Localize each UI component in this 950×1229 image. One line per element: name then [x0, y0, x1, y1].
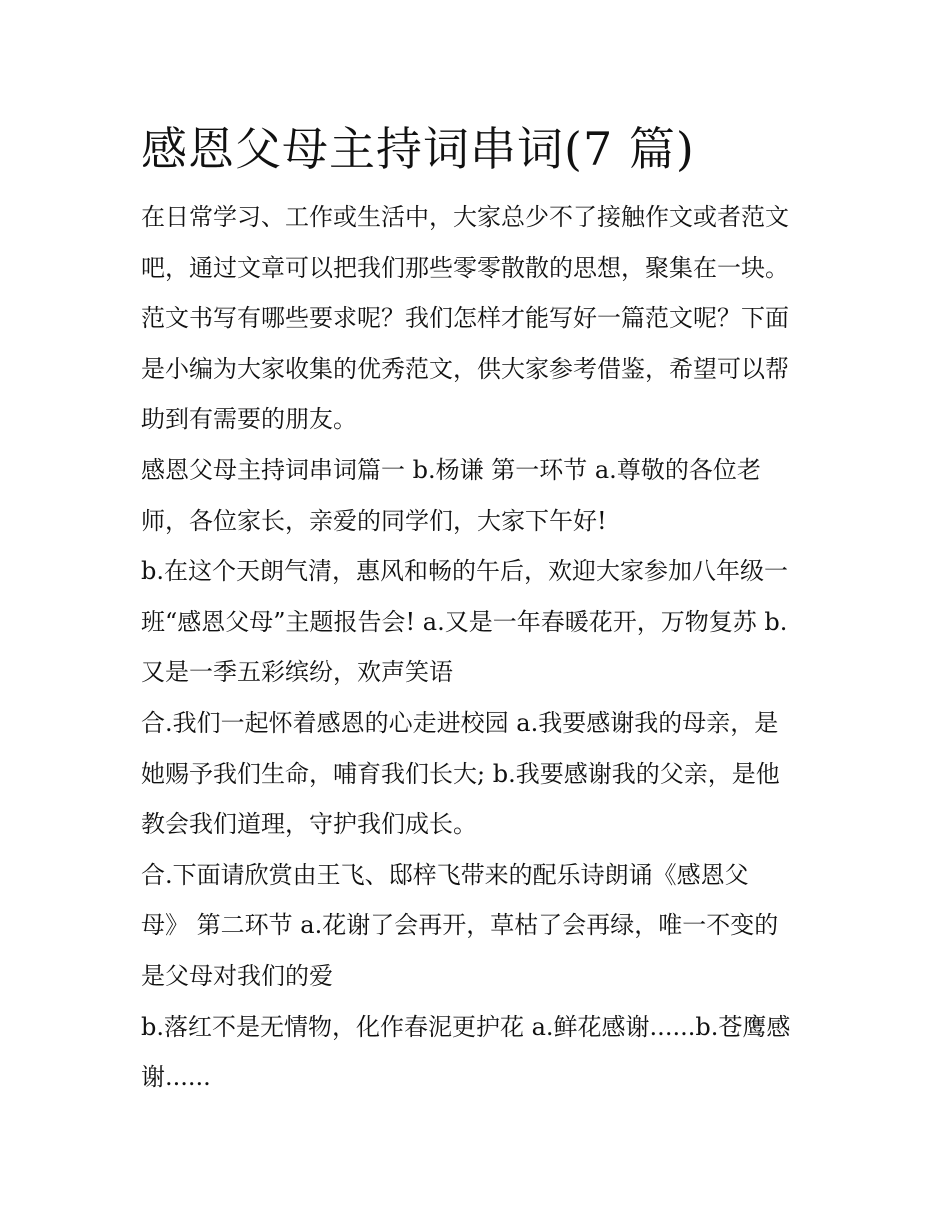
paragraph	[141, 445, 821, 546]
document-body	[141, 192, 821, 1103]
paragraph	[141, 192, 821, 445]
text-line: 范文书写有哪些要求呢？我们怎样才能写好一篇范文呢？下面	[141, 304, 789, 333]
paragraph	[141, 698, 821, 850]
text-line: 是小编为大家收集的优秀范文，供大家参考借鉴，希望可以帮	[141, 354, 789, 383]
text-line: 又是一季五彩缤纷，欢声笑语	[141, 658, 453, 687]
paragraph	[141, 1002, 821, 1103]
document-page	[141, 118, 821, 1103]
document-title: 感恩父母主持词串词(7 篇)	[141, 122, 695, 176]
text-line: b.落红不是无情物，化作春泥更护花 a.鲜花感谢......b.苍鹰感	[141, 1012, 791, 1041]
text-line: 吧，通过文章可以把我们那些零零散散的思想，聚集在一块。	[141, 253, 789, 282]
text-line: 感恩父母主持词串词篇一 b.杨谦 第一环节 a.尊敬的各位老	[141, 455, 761, 484]
text-line: 她赐予我们生命，哺育我们长大; b.我要感谢我的父亲，是他	[141, 759, 780, 788]
text-line: 教会我们道理，守护我们成长。	[141, 810, 477, 839]
text-line: b.在这个天朗气清，惠风和畅的午后，欢迎大家参加八年级一	[141, 557, 788, 586]
paragraph	[141, 850, 821, 1002]
text-line: 合.我们一起怀着感恩的心走进校园 a.我要感谢我的母亲，是	[141, 708, 779, 737]
text-line: 母》 第二环节 a.花谢了会再开，草枯了会再绿，唯一不变的	[141, 911, 779, 940]
paragraph	[141, 546, 821, 698]
text-line: 谢......	[141, 1063, 211, 1092]
text-line: 师，各位家长，亲爱的同学们，大家下午好!	[141, 506, 607, 535]
text-line: 班“感恩父母”主题报告会! a.又是一年春暖花开，万物复苏 b.	[141, 607, 788, 636]
text-line: 助到有需要的朋友。	[141, 405, 357, 434]
text-line: 在日常学习、工作或生活中，大家总少不了接触作文或者范文	[141, 203, 789, 231]
text-line: 是父母对我们的爱	[141, 961, 333, 990]
text-line: 合.下面请欣赏由王飞、邸梓飞带来的配乐诗朗诵《感恩父	[141, 860, 749, 889]
